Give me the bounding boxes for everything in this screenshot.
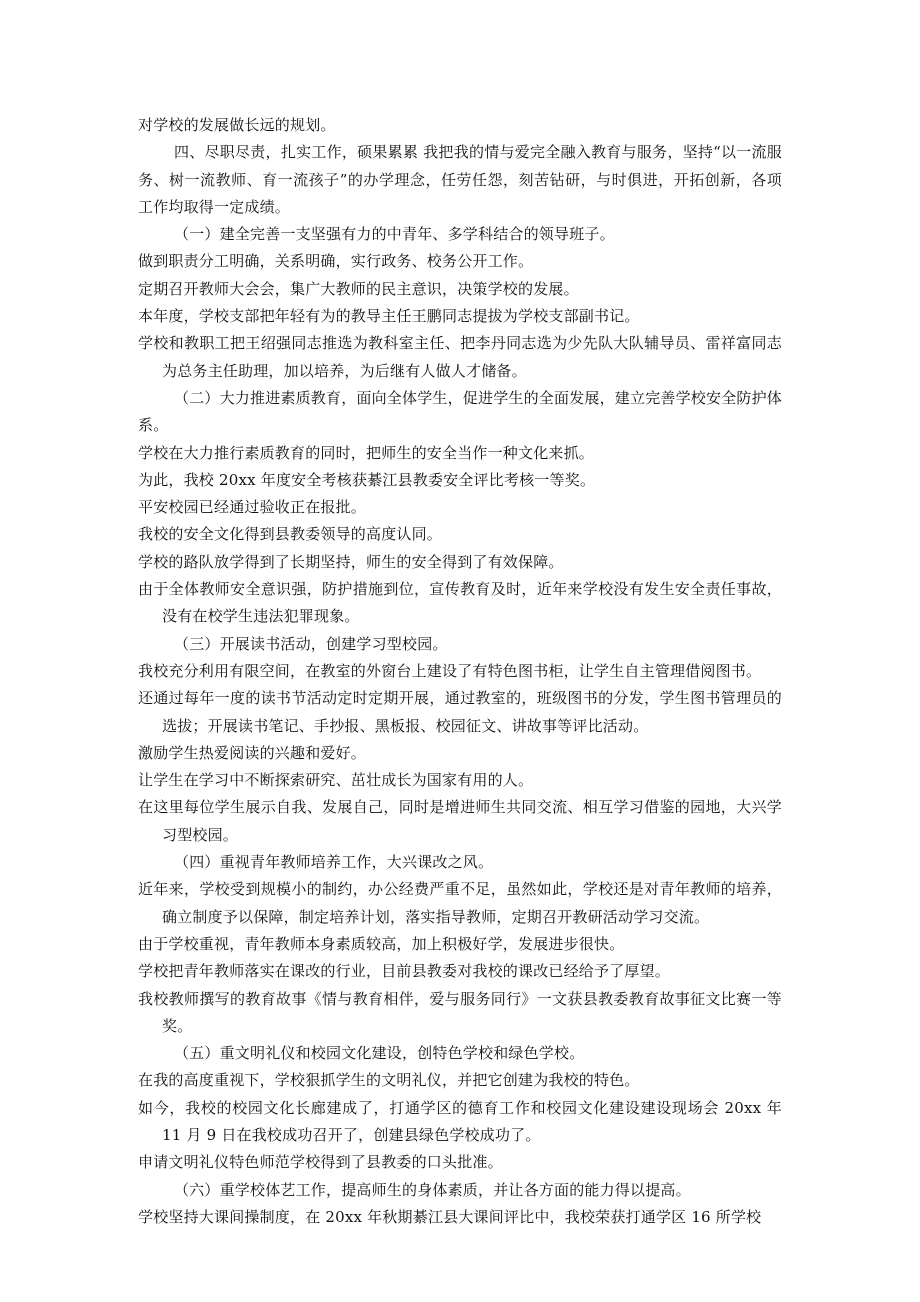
subsection-heading: （二）大力推进素质教育，面向全体学生，促进学生的全面发展，建立完善学校安全防护体系。 <box>138 388 783 435</box>
body-paragraph: 由于学校重视，青年教师本身素质较高，加上积极好学，发展进步很快。 <box>138 934 625 953</box>
subsection-heading: （五）重文明礼仪和校园文化建设，创特色学校和绿色学校。 <box>174 1044 585 1063</box>
body-paragraph: 如今，我校的校园文化长廊建成了，打通学区的德育工作和校园文化建设建设现场会 20xx 年 11 月 9 日在我校成功召开了，创建县绿色学校成功了。 <box>138 1098 782 1144</box>
body-paragraph: 学校坚持大课间操制度，在 20xx 年秋期綦江县大课间评比中，我校荣获打通学区 16 所学校 <box>138 1207 762 1226</box>
body-paragraph: 还通过每年一度的读书节活动定时定期开展，通过教室的，班级图书的分发，学生图书管理员的选拔；开展读书笔记、手抄报、黑板报、校园征文、讲故事等评比活动。 <box>138 689 782 735</box>
subsection-heading: （一）建全完善一支坚强有力的中青年、多学科结合的领导班子。 <box>174 225 615 244</box>
body-paragraph: 学校把青年教师落实在课改的行业，目前县教委对我校的课改已经给予了厚望。 <box>138 962 671 981</box>
body-paragraph: 在这里每位学生展示自我、发展自己，同时是增进师生共同交流、相互学习借鉴的园地，大兴学习型校园。 <box>138 798 782 844</box>
body-paragraph: 在我的高度重视下，学校狠抓学生的文明礼仪，并把它创建为我校的特色。 <box>138 1071 640 1090</box>
body-paragraph: 做到职责分工明确，关系明确，实行政务、校务公开工作。 <box>138 252 534 271</box>
body-paragraph: 激励学生热爱阅读的兴趣和爱好。 <box>138 743 367 762</box>
subsection-heading: （四）重视青年教师培养工作，大兴课改之风。 <box>174 853 494 872</box>
body-paragraph: 为此，我校 20xx 年度安全考核获綦江县教委安全评比考核一等奖。 <box>138 470 596 489</box>
body-paragraph: 申请文明礼仪特色师范学校得到了县教委的口头批准。 <box>138 1153 503 1172</box>
body-paragraph: 本年度，学校支部把年轻有为的教导主任王鹏同志提拔为学校支部副书记。 <box>138 307 640 326</box>
subsection-heading: （三）开展读书活动，创建学习型校园。 <box>174 634 448 653</box>
body-paragraph: 学校和教职工把王绍强同志推选为教科室主任、把李丹同志选为少先队大队辅导员、雷祥富同志为总务主任助理，加以培养，为后继有人做人才储备。 <box>138 334 782 380</box>
body-paragraph: 学校的路队放学得到了长期坚持，师生的安全得到了有效保障。 <box>138 552 564 571</box>
body-paragraph: 平安校园已经通过验收正在报批。 <box>138 498 367 517</box>
body-paragraph: 我校教师撰写的教育故事《情与教育相伴，爱与服务同行》一文获县教委教育故事征文比赛一等奖。 <box>138 989 782 1035</box>
body-paragraph: 我校充分利用有限空间，在教室的外窗台上建设了有特色图书柜，让学生自主管理借阅图书。 <box>138 661 762 680</box>
body-paragraph: 对学校的发展做长远的规划。 <box>138 116 336 134</box>
body-paragraph: 近年来，学校受到规模小的制约，办公经费严重不足，虽然如此，学校还是对青年教师的培养，确立制度予以保障，制定培养计划，落实指导教师，定期召开教研活动学习交流。 <box>138 880 782 926</box>
body-paragraph: 由于全体教师安全意识强，防护措施到位，宣传教育及时，近年来学校没有发生安全责任事故，没有在校学生违法犯罪现象。 <box>138 580 782 626</box>
document-body <box>138 112 782 1231</box>
subsection-heading: （六）重学校体艺工作，提高师生的身体素质，并让各方面的能力得以提高。 <box>174 1180 691 1199</box>
body-paragraph: 让学生在学习中不断探索研究、茁壮成长为国家有用的人。 <box>138 771 534 790</box>
body-paragraph: 我校的安全文化得到县教委领导的高度认同。 <box>138 525 443 544</box>
body-paragraph: 学校在大力推行素质教育的同时，把师生的安全当作一种文化来抓。 <box>138 443 595 462</box>
body-paragraph: 定期召开教师大会会，集广大教师的民主意识，决策学校的发展。 <box>138 279 579 298</box>
section-heading-paragraph: 四、尽职尽责，扎实工作，硕果累累 我把我的情与爱完全融入教育与服务，坚持“以一流服务、树一流教师、育一流孩子”的办学理念，任劳任怨，刻苦钻研，与时俱进，开拓创新，各项工作均取得一定成绩。 <box>138 143 782 216</box>
